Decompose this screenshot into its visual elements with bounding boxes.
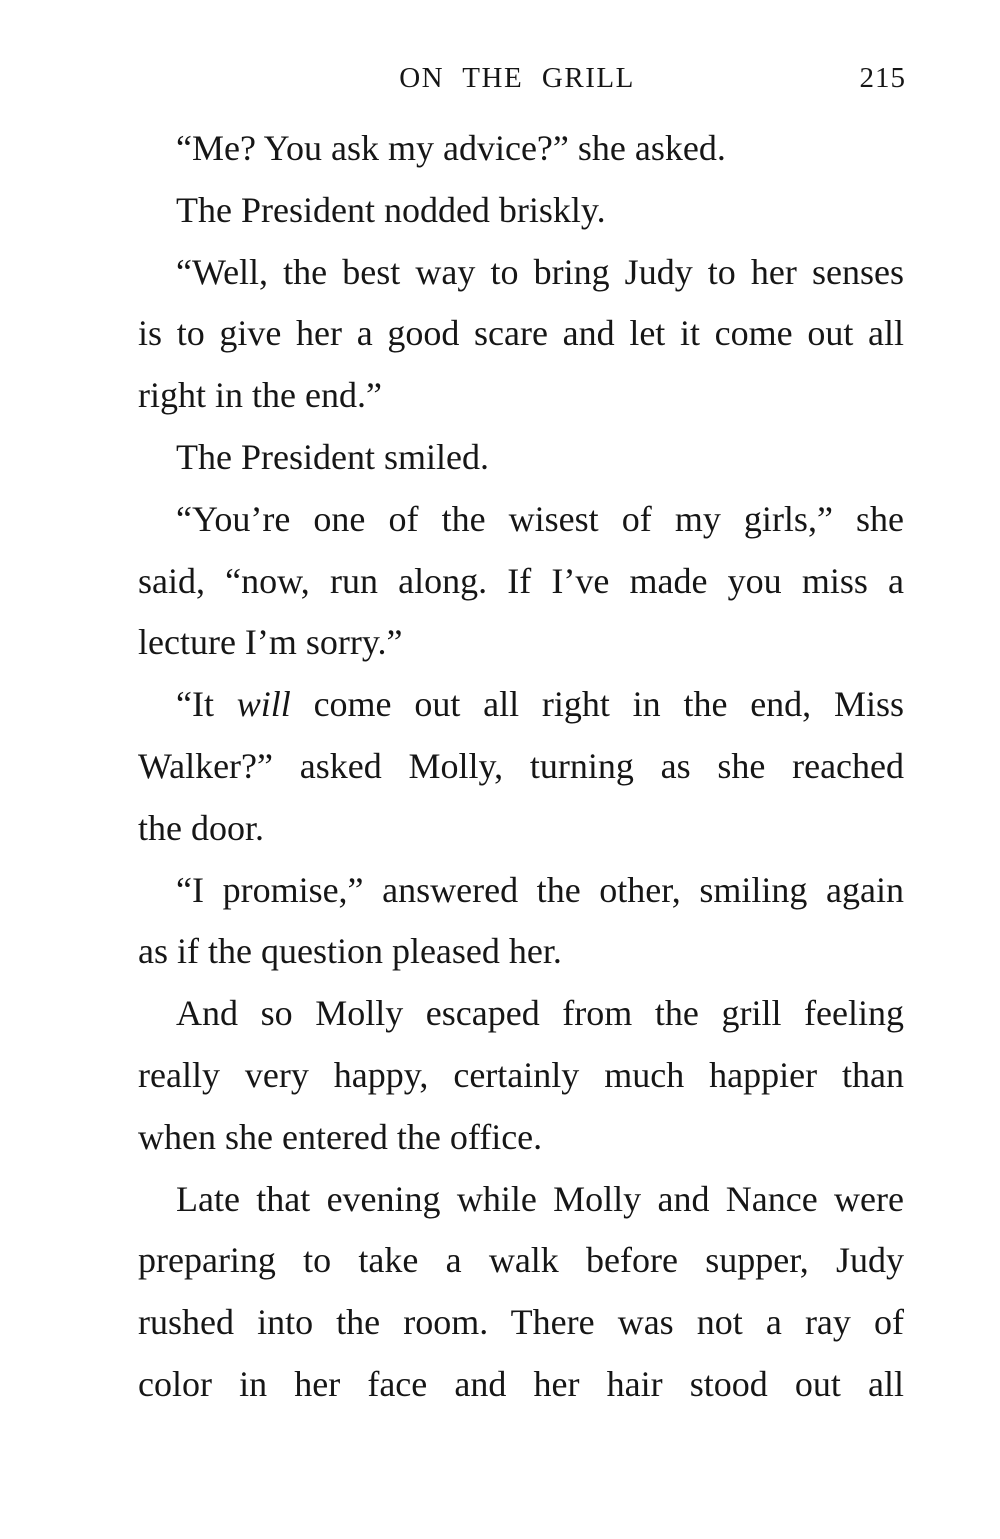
page-header	[138, 58, 906, 98]
emphasized-word: will	[236, 684, 291, 725]
text-line: The President nodded briskly.	[176, 189, 606, 230]
text-line: as if the question pleased her.	[138, 931, 562, 972]
text-line: Walker?” asked Molly, turning as she reached	[138, 745, 904, 786]
text-line: rushed into the room. There was not a ray of	[138, 1302, 904, 1343]
text-line: “You’re one of the wisest of my girls,” she	[176, 498, 904, 539]
text-fragment: come out all right in the end, Miss	[290, 684, 905, 725]
running-title: ON THE GRILL	[399, 62, 635, 94]
page-number: 215	[859, 62, 906, 94]
text-line: really very happy, certainly much happier than	[138, 1054, 904, 1095]
text-line	[138, 674, 904, 736]
text-line: said, “now, run along. If I’ve made you miss a	[138, 560, 904, 601]
text-line: Late that evening while Molly and Nance were	[176, 1178, 904, 1219]
text-line: “Me? You ask my advice?” she asked.	[176, 128, 726, 168]
text-line: lecture I’m sorry.”	[138, 622, 403, 663]
text-line: And so Molly escaped from the grill feeling	[176, 993, 904, 1034]
text-line: “I promise,” answered the other, smiling again	[176, 869, 904, 910]
text-line: The President smiled.	[176, 436, 489, 477]
body-text	[138, 118, 904, 1416]
text-line: the door.	[138, 807, 264, 848]
text-line: “Well, the best way to bring Judy to her senses	[176, 251, 904, 292]
text-line: is to give her a good scare and let it come out all	[138, 313, 904, 354]
text-fragment: “It	[176, 684, 237, 725]
text-line: preparing to take a walk before supper, Judy	[138, 1240, 904, 1281]
text-line: when she entered the office.	[138, 1116, 543, 1157]
text-line: right in the end.”	[138, 375, 382, 416]
text-line: color in her face and her hair stood out all	[138, 1363, 904, 1404]
